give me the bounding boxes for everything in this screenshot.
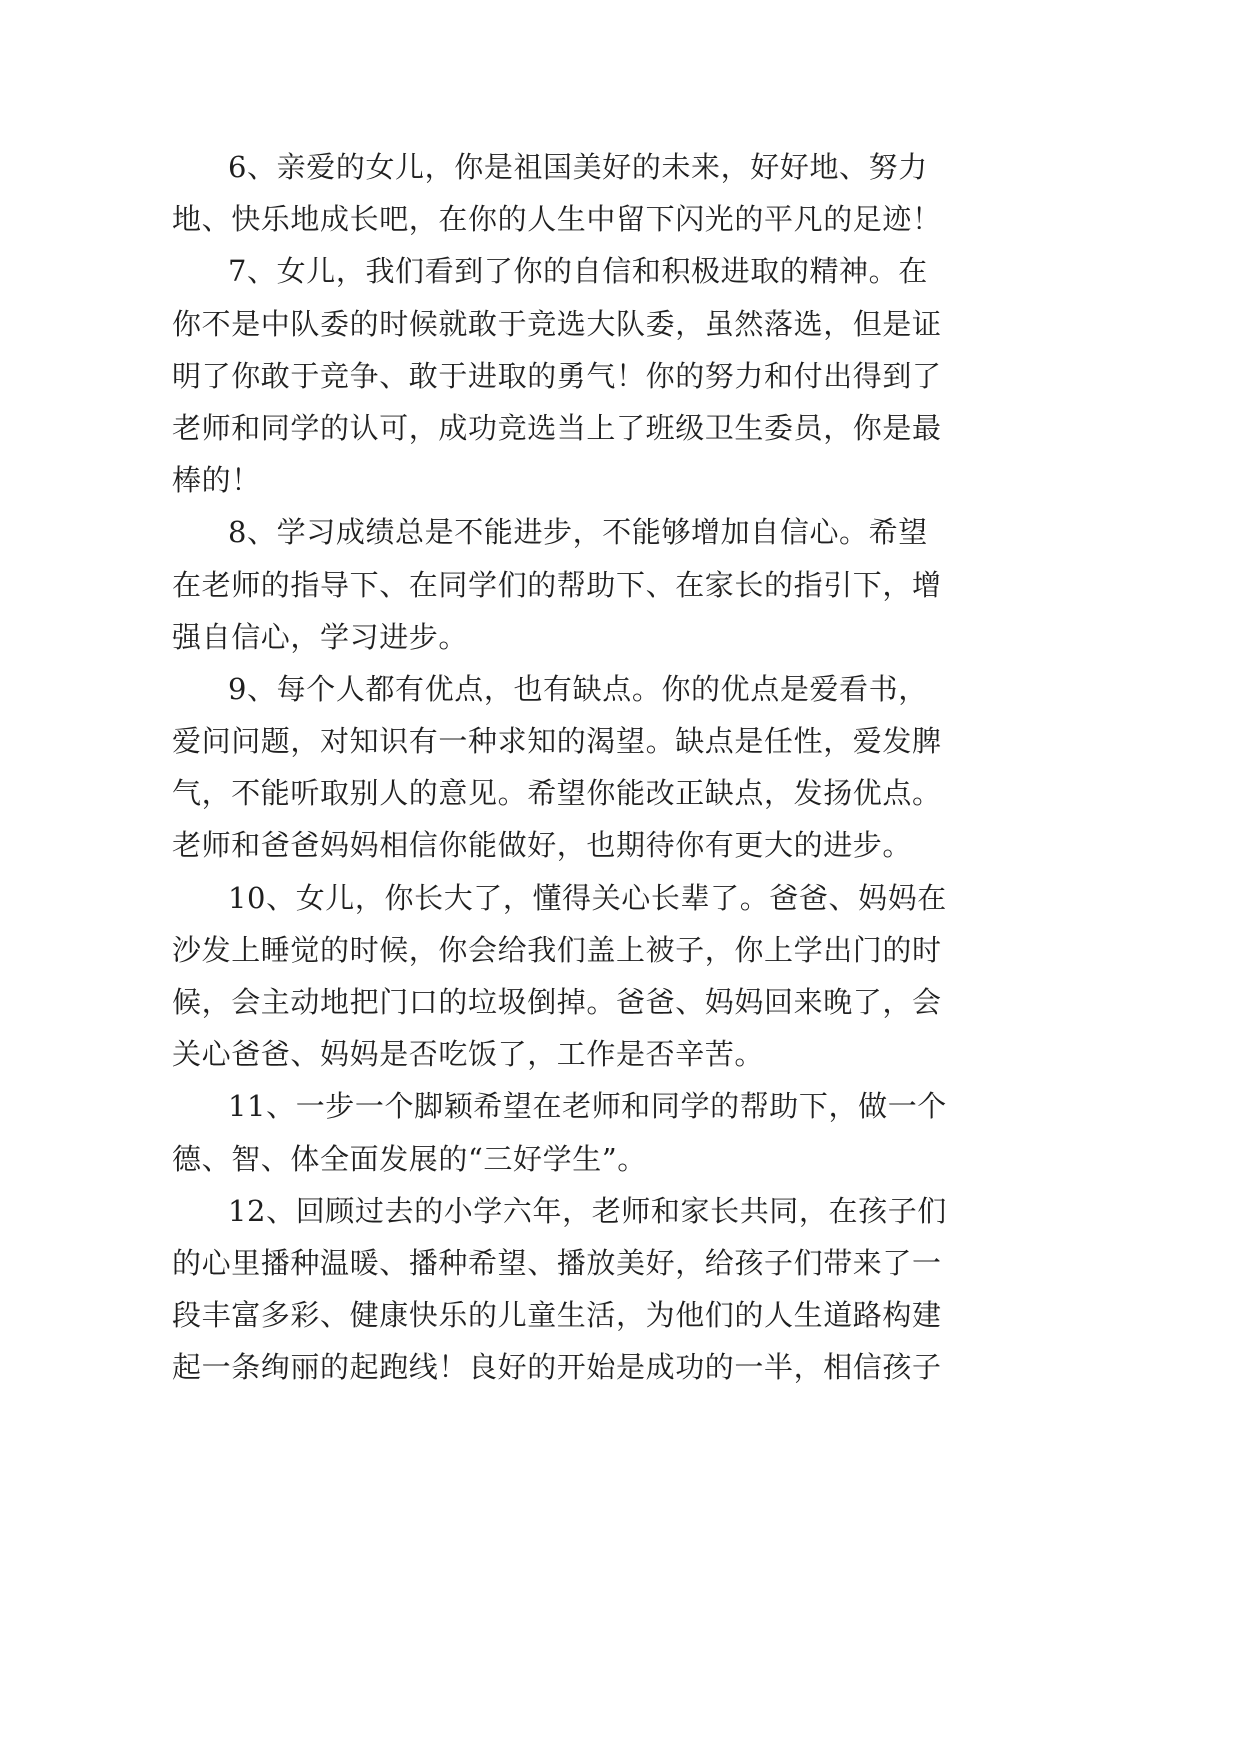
- paragraph-8: [172, 506, 952, 663]
- document-body: [172, 141, 952, 1394]
- text-line: 关心爸爸、妈妈是否吃饭了，工作是否辛苦。: [172, 1037, 765, 1072]
- paragraph-6: [172, 141, 952, 245]
- text-line: 德、智、体全面发展的“三好学生”。: [172, 1141, 647, 1176]
- text-line: 在老师的指导下、在同学们的帮助下、在家长的指引下，增: [172, 567, 942, 602]
- text-line: 11、一步一个脚颖希望在老师和同学的帮助下，做一个: [228, 1089, 947, 1124]
- text-line: 起一条绚丽的起跑线！良好的开始是成功的一半，相信孩子: [172, 1350, 942, 1385]
- text-line: 你不是中队委的时候就敢于竞选大队委，虽然落选，但是证: [172, 306, 942, 341]
- text-line: 的心里播种温暖、播种希望、播放美好，给孩子们带来了一: [172, 1245, 942, 1280]
- text-line: 9、每个人都有优点，也有缺点。你的优点是爱看书，: [228, 671, 928, 706]
- text-line: 地、快乐地成长吧，在你的人生中留下闪光的平凡的足迹！: [172, 202, 942, 237]
- text-line: 沙发上睡觉的时候，你会给我们盖上被子，你上学出门的时: [172, 932, 942, 967]
- paragraph-10: [172, 872, 952, 1081]
- text-line: 老师和同学的认可，成功竞选当上了班级卫生委员，你是最: [172, 410, 942, 445]
- paragraph-12: [172, 1185, 952, 1394]
- text-line: 候，会主动地把门口的垃圾倒掉。爸爸、妈妈回来晚了，会: [172, 985, 942, 1019]
- text-line: 老师和爸爸妈妈相信你能做好，也期待你有更大的进步。: [172, 828, 913, 863]
- text-line: 棒的！: [172, 463, 261, 498]
- paragraph-9: [172, 663, 952, 872]
- text-line: 7、女儿，我们看到了你的自信和积极进取的精神。在: [228, 254, 928, 289]
- text-line: 气，不能听取别人的意见。希望你能改正缺点，发扬优点。: [172, 776, 942, 811]
- paragraph-7: [172, 245, 952, 506]
- text-line: 10、女儿，你长大了，懂得关心长辈了。爸爸、妈妈在: [228, 880, 947, 915]
- text-line: 明了你敢于竞争、敢于进取的勇气！你的努力和付出得到了: [172, 358, 942, 393]
- text-line: 强自信心，学习进步。: [172, 619, 469, 654]
- paragraph-11: [172, 1080, 952, 1184]
- text-line: 12、回顾过去的小学六年，老师和家长共同，在孩子们: [228, 1193, 947, 1228]
- text-line: 8、学习成绩总是不能进步，不能够增加自信心。希望: [228, 515, 928, 550]
- text-line: 6、亲爱的女儿，你是祖国美好的未来，好好地、努力: [228, 150, 928, 184]
- text-line: 段丰富多彩、健康快乐的儿童生活，为他们的人生道路构建: [172, 1298, 942, 1333]
- text-line: 爱问问题，对知识有一种求知的渴望。缺点是任性，爱发脾: [172, 724, 942, 759]
